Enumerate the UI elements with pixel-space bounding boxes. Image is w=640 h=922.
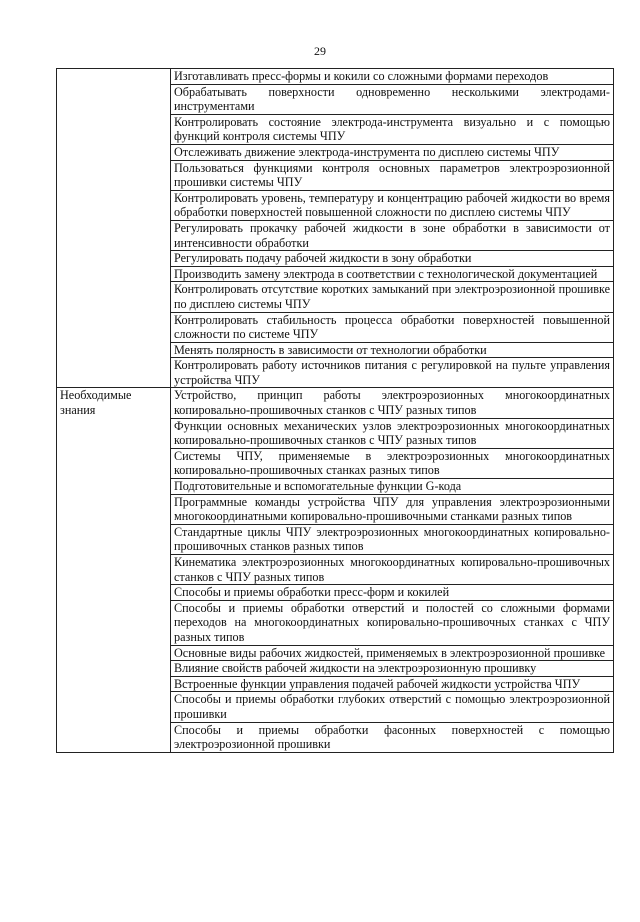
requirement-item: Обрабатывать поверхности одновременно несколькими электродами-инструментами [171,84,614,114]
requirement-item: Регулировать прокачку рабочей жидкости в зоне обработки в зависимости от интенсивности обработки [171,220,614,250]
requirement-item: Регулировать подачу рабочей жидкости в зону обработки [171,251,614,267]
requirement-item: Подготовительные и вспомогательные функции G-кода [171,479,614,495]
requirement-item: Контролировать работу источников питания с регулировкой на пульте управления устройства ЧПУ [171,358,614,388]
requirements-table-body [57,69,614,753]
requirement-item: Устройство, принцип работы электроэрозионных многокоординатных копировально-прошивочных станков с ЧПУ разных типов [171,388,614,418]
requirement-item: Производить замену электрода в соответствии с технологической документацией [171,266,614,282]
requirement-item: Способы и приемы обработки глубоких отверстий с помощью электроэрозионной прошивки [171,692,614,722]
requirement-item: Основные виды рабочих жидкостей, применяемых в электроэрозионной прошивке [171,645,614,661]
requirement-item: Контролировать уровень, температуру и концентрацию рабочей жидкости во время обработки поверхностей повышенной сложности по дисплею системы ЧПУ [171,190,614,220]
requirement-item: Способы и приемы обработки отверстий и полостей со сложными формами переходов на многокоординатных копировально-прошивочных станках с ЧПУ разных типов [171,600,614,645]
requirement-item: Встроенные функции управления подачей рабочей жидкости устройства ЧПУ [171,676,614,692]
requirement-item: Изготавливать пресс-формы и кокили со сложными формами переходов [171,69,614,85]
requirement-item: Контролировать состояние электрода-инструмента визуально и с помощью функций контроля системы ЧПУ [171,114,614,144]
table-row [57,69,614,85]
requirement-item: Системы ЧПУ, применяемые в электроэрозионных многокоординатных копировально-прошивочных станках разных типов [171,448,614,478]
section-label: Необходимые знания [57,388,171,752]
section-label [57,69,171,388]
requirement-item: Пользоваться функциями контроля основных параметров электроэрозионной прошивки системы ЧПУ [171,160,614,190]
requirement-item: Функции основных механических узлов электроэрозионных многокоординатных копировально-прошивочных станков с ЧПУ разных типов [171,418,614,448]
requirement-item: Влияние свойств рабочей жидкости на электроэрозионную прошивку [171,661,614,677]
requirement-item: Способы и приемы обработки пресс-форм и кокилей [171,585,614,601]
requirements-table [56,68,614,753]
requirement-item: Кинематика электроэрозионных многокоординатных копировально-прошивочных станков с ЧПУ разных типов [171,555,614,585]
requirement-item: Способы и приемы обработки фасонных поверхностей с помощью электроэрозионной прошивки [171,722,614,752]
requirement-item: Контролировать отсутствие коротких замыканий при электроэрозионной прошивке по дисплею системы ЧПУ [171,282,614,312]
requirement-item: Стандартные циклы ЧПУ электроэрозионных многокоординатных копировально-прошивочных станков разных типов [171,524,614,554]
requirement-item: Менять полярность в зависимости от технологии обработки [171,342,614,358]
table-row [57,388,614,418]
requirement-item: Контролировать стабильность процесса обработки поверхностей повышенной сложности по системе ЧПУ [171,312,614,342]
requirement-item: Отслеживать движение электрода-инструмента по дисплею системы ЧПУ [171,144,614,160]
requirement-item: Программные команды устройства ЧПУ для управления электроэрозионными многокоординатными копировально-прошивочными станками разных типов [171,494,614,524]
page-number: 29 [314,44,326,58]
